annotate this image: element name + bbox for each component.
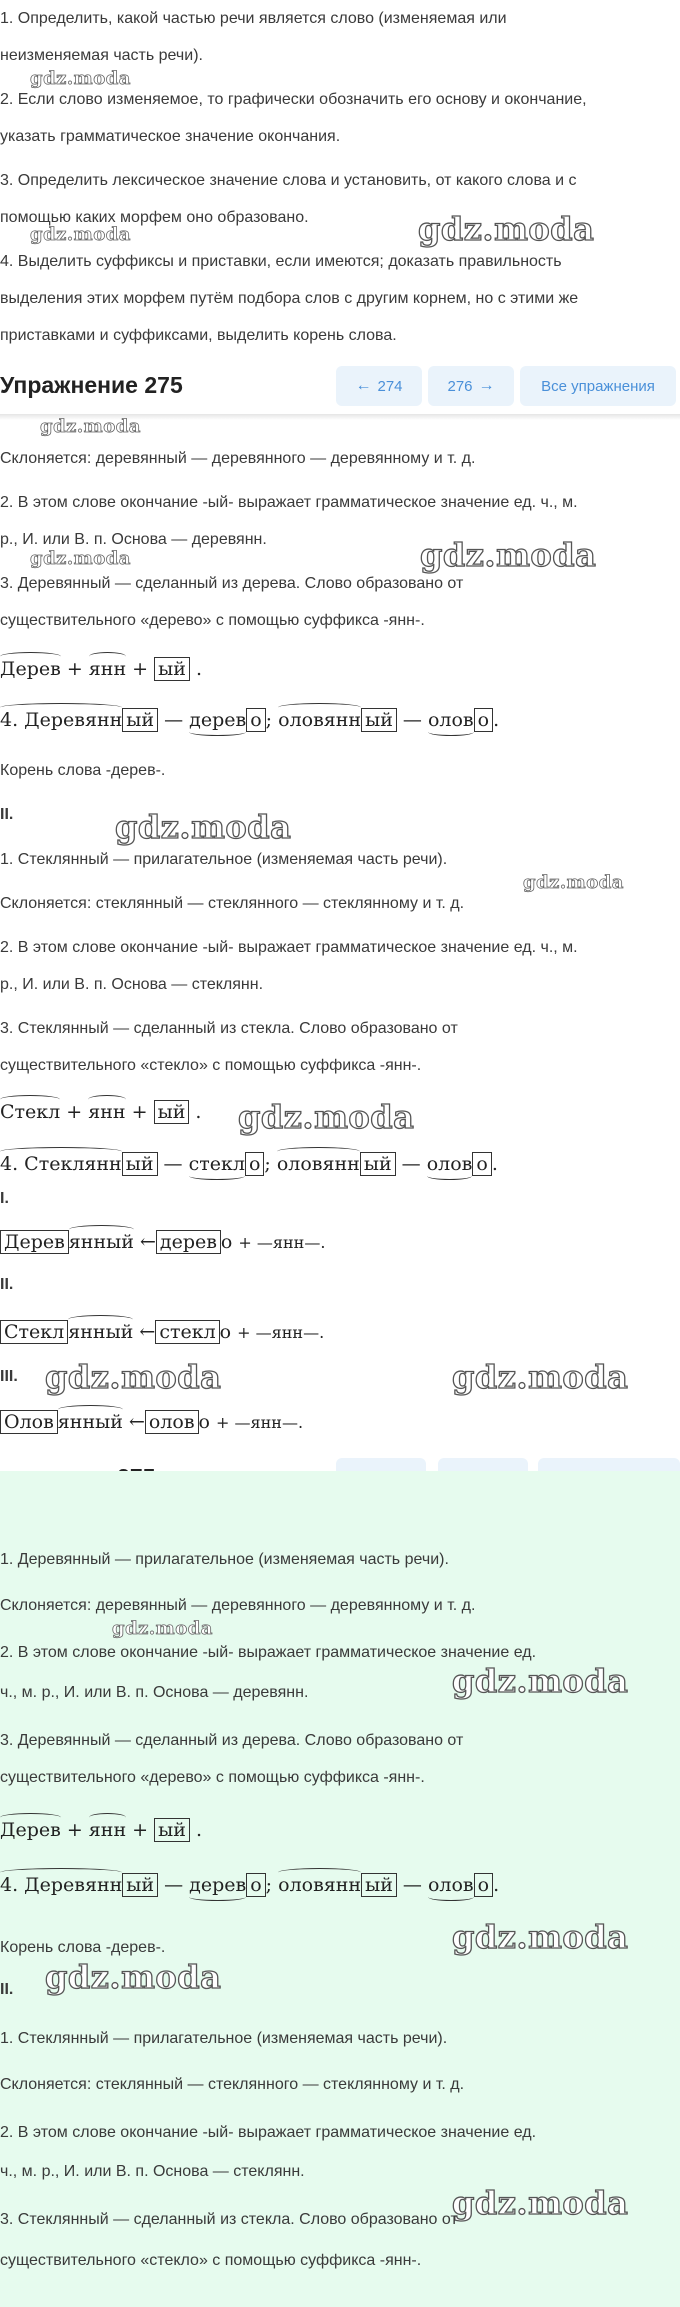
next-exercise-label: 276 — [447, 377, 473, 395]
step-1-line-2: неизменяемая часть речи). — [0, 47, 203, 64]
watermark: gdz.moda — [452, 1358, 629, 1396]
watermark: gdz.moda — [420, 536, 597, 574]
declension-text-2: Склоняется: стеклянный — стеклянного — стеклянному и т. д. — [0, 895, 465, 912]
all-exercises-label: Все упражнения — [541, 377, 655, 395]
step-2-line-2: указать грамматическое значение окончания. — [0, 128, 341, 145]
step-4-line-1: 4. Выделить суффиксы и приставки, если имеются; доказать правильность — [0, 253, 562, 270]
green-lex2-2: существительного «стекло» с помощью суффикса -янн-. — [0, 2252, 422, 2269]
ending-line-2: р., И. или В. п. Основа — деревянн. — [0, 531, 267, 548]
next-exercise-button[interactable] — [428, 366, 514, 406]
watermark: gdz.moda — [523, 872, 624, 893]
morpheme-compare-stekl: 4. Стеклянн ый — стекл о ; оловянн ый — олов о . — [0, 1153, 498, 1175]
watermark: gdz.moda — [30, 548, 131, 569]
suffix-arc: янн — [88, 658, 127, 680]
green-ending2-2: ч., м. р., И. или В. п. Основа — стеклянн. — [0, 2163, 305, 2180]
step-2-line-1: 2. Если слово изменяемое, то графически обозначить его основу и окончание, — [0, 91, 587, 108]
green-pos-2: 1. Стеклянный — прилагательное (изменяемая часть речи). — [0, 2030, 448, 2047]
green-root: Корень слова -дерев-. — [0, 1939, 166, 1956]
green-decl: Склоняется: деревянный — деревянного — деревянному и т. д. — [0, 1597, 476, 1614]
step-3-line-2: помощью каких морфем оно образовано. — [0, 209, 309, 226]
green-ending-1: 2. В этом слове окончание -ый- выражает грамматическое значение ед. — [0, 1644, 537, 1661]
green-lex-1: 3. Деревянный — сделанный из дерева. Слово образовано от — [0, 1732, 464, 1749]
morpheme-compare-derev: 4. Деревянн ый — дерев о ; оловянн ый — олов о . — [0, 709, 500, 731]
all-exercises-button[interactable] — [520, 366, 676, 406]
watermark: gdz.moda — [452, 1918, 629, 1956]
section-2-label: II. — [0, 806, 14, 823]
green-morpheme-compare: 4. Деревянн ый — дерев о ; оловянн ый — олов о . — [0, 1874, 500, 1896]
root-arc: Дерев — [0, 658, 61, 680]
lexical-line-2: существительного «дерево» с помощью суффикса -янн-. — [0, 612, 425, 629]
green-ending-2: ч., м. р., И. или В. п. Основа — деревянн. — [0, 1684, 309, 1701]
prev-exercise-button[interactable] — [336, 366, 422, 406]
prev-exercise-label: 274 — [377, 377, 403, 395]
green-ending2-1: 2. В этом слове окончание -ый- выражает грамматическое значение ед. — [0, 2124, 537, 2141]
arrow-left-icon: ← — [355, 377, 372, 394]
lexical-line-1: 3. Деревянный — сделанный из дерева. Слово образовано от — [0, 575, 464, 592]
watermark: gdz.moda — [45, 1958, 222, 1996]
green-lex2-1: 3. Стеклянный — сделанный из стекла. Слово образовано от — [0, 2211, 458, 2228]
watermark: gdz.moda — [30, 224, 131, 245]
green-lex-2: существительного «дерево» с помощью суффикса -янн-. — [0, 1769, 425, 1786]
watermark: gdz.moda — [452, 1662, 629, 1700]
step-1-line-1: 1. Определить, какой частью речи является слово (изменяемая или — [0, 10, 507, 27]
watermark: gdz.moda — [238, 1098, 415, 1136]
step-4-line-2: выделения этих морфем путём подбора слов с другим корнем, но с этими же — [0, 290, 579, 307]
watermark: gdz.moda — [452, 2184, 629, 2222]
lexical-line-1-2: 3. Стеклянный — сделанный из стекла. Слово образовано от — [0, 1020, 458, 1037]
morpheme-formula-derev: Дерев + янн + ый . — [0, 658, 203, 680]
exercise-title: Упражнение 275 — [0, 372, 183, 398]
watermark: gdz.moda — [418, 210, 595, 248]
morpheme-formula-stekl: Стекл + янн + ый . — [0, 1101, 202, 1123]
lexical-line-2-2: существительного «стекло» с помощью суффикса -янн-. — [0, 1057, 422, 1074]
step-3-line-1: 3. Определить лексическое значение слова и установить, от какого слова и с — [0, 172, 577, 189]
green-pos: 1. Деревянный — прилагательное (изменяемая часть речи). — [0, 1551, 449, 1568]
watermark: gdz.moda — [45, 1358, 222, 1396]
deriv-label-2: II. — [0, 1276, 14, 1293]
derivation-olov: Олов янный ← олов о + —янн—. — [0, 1410, 303, 1434]
arrow-right-icon: → — [478, 377, 495, 394]
watermark: gdz.moda — [40, 416, 141, 437]
deriv-label-3: III. — [0, 1368, 18, 1385]
derivation-derev: Дерев янный ← дерев о + —янн—. — [0, 1230, 325, 1254]
step-4-line-3: приставками и суффиксами, выделить корень слова. — [0, 327, 397, 344]
ending-line-1-2: 2. В этом слове окончание -ый- выражает грамматическое значение ед. ч., м. — [0, 939, 578, 956]
watermark: gdz.moda — [30, 68, 131, 89]
ending-box: ый — [154, 657, 190, 681]
ending-line-2-2: р., И. или В. п. Основа — стеклянн. — [0, 976, 264, 993]
deriv-label-1: I. — [0, 1190, 9, 1207]
root-text: Корень слова -дерев-. — [0, 762, 166, 779]
green-label-2: II. — [0, 1981, 14, 1998]
ending-line-1: 2. В этом слове окончание -ый- выражает грамматическое значение ед. ч., м. — [0, 494, 578, 511]
declension-text: Склоняется: деревянный — деревянного — деревянному и т. д. — [0, 450, 476, 467]
green-morpheme-formula: Дерев + янн + ый . — [0, 1819, 203, 1841]
watermark: gdz.moda — [112, 1618, 213, 1639]
watermark: gdz.moda — [115, 808, 292, 846]
pos-text-2: 1. Стеклянный — прилагательное (изменяемая часть речи). — [0, 851, 448, 868]
green-decl-2: Склоняется: стеклянный — стеклянного — стеклянному и т. д. — [0, 2076, 465, 2093]
derivation-stekl: Стекл янный ← стекл о + —янн—. — [0, 1320, 324, 1344]
